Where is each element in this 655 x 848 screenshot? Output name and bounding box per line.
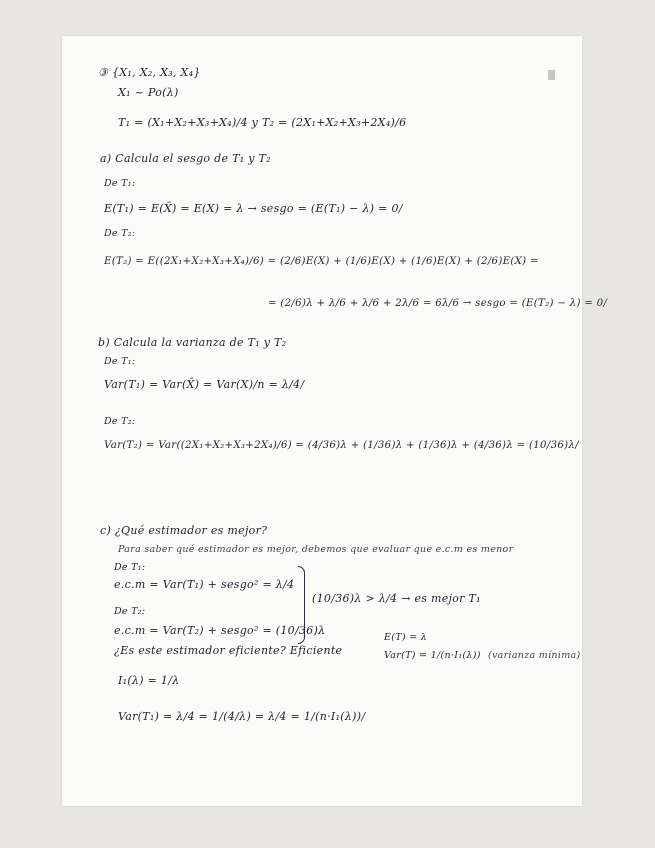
part-c-de-t2: De T₂: (114, 606, 146, 617)
part-c-heading: c) ¿Qué estimador es mejor? (100, 524, 268, 537)
eff-condition-1: E(T) = λ (384, 632, 428, 643)
part-b-de-t1: De T₁: (104, 356, 136, 367)
efficient-question: ¿Es este estimador eficiente? Eficiente (114, 644, 343, 657)
ecm-t1-line: e.c.m = Var(T₁) + sesgo² = λ/4 (114, 578, 295, 591)
brace (298, 566, 305, 644)
ecm-t2-line: e.c.m = Var(T₂) + sesgo² = (10/36)λ (114, 624, 326, 637)
part-b-de-t2: De T₂: (104, 416, 136, 427)
distribution-line: X₁ ~ Po(λ) (118, 86, 179, 99)
part-b-heading: b) Calcula la varianza de T₁ y T₂ (98, 336, 287, 349)
var-t1-line: Var(T₁) = Var(X̄) = Var(X)/n = λ/4/ (104, 378, 305, 391)
bias-t2-line-2: = (2/6)λ + λ/6 + λ/6 + 2λ/6 = 6λ/6 → sesgo = (E(T₂) − λ) = 0/ (268, 298, 608, 309)
var-final-line: Var(T₁) = λ/4 = 1/(4/λ) = λ/4 = 1/(n·I₁(λ))/ (118, 710, 366, 723)
bias-t2-line-1: E(T₂) = E((2X₁+X₂+X₃+X₄)/6) = (2/6)E(X) + (1/6)E(X) + (1/6)E(X) + (2/6)E(X) = (104, 256, 539, 267)
estimators-line: T₁ = (X₁+X₂+X₃+X₄)/4 y T₂ = (2X₁+X₂+X₃+2X₄)/6 (118, 116, 407, 129)
var-t2-line: Var(T₂) = Var((2X₁+X₂+X₃+2X₄)/6) = (4/36)λ + (1/36)λ + (1/36)λ + (4/36)λ = (10/36)λ/ (104, 440, 579, 451)
part-c-de-t1: De T₁: (114, 562, 146, 573)
paper-mark (548, 70, 555, 80)
notebook-page (62, 36, 608, 806)
fisher-line: I₁(λ) = 1/λ (118, 674, 180, 687)
bias-t1-line: E(T₁) = E(X̄) = E(X) = λ → sesgo = (E(T₁) − λ) = 0/ (104, 202, 403, 215)
compare-line: (10/36)λ > λ/4 → es mejor T₁ (312, 592, 481, 605)
part-a-de-t1: De T₁: (104, 178, 136, 189)
part-c-hint: Para saber qué estimador es mejor, debemos que evaluar que e.c.m es menor (118, 544, 514, 555)
part-a-heading: a) Calcula el sesgo de T₁ y T₂ (100, 152, 271, 165)
part-a-de-t2: De T₂: (104, 228, 136, 239)
eff-note: (varianza mínima) (488, 650, 581, 661)
exercise-header: ③ {X₁, X₂, X₃, X₄} (98, 66, 201, 79)
eff-condition-2: Var(T) = 1/(n·I₁(λ)) (384, 650, 481, 661)
